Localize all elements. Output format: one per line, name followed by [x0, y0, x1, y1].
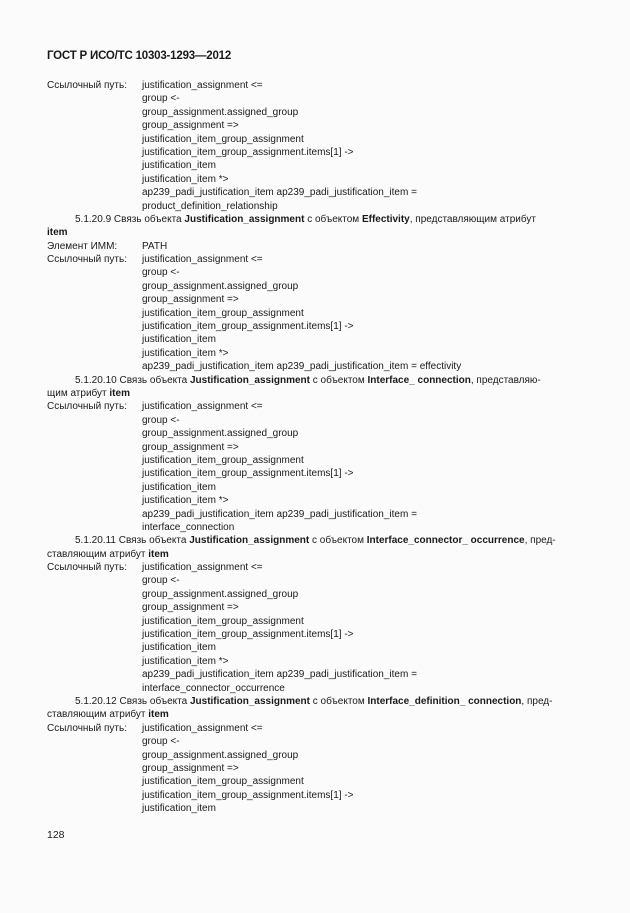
path-text: group_assignment =>: [142, 120, 239, 132]
path-text: interface_connection: [142, 521, 235, 533]
path-text: group_assignment.assigned_group: [142, 588, 299, 600]
path-line: [0, 802, 630, 815]
path-line: [0, 360, 630, 373]
path-line: [0, 159, 630, 172]
path-line: [0, 762, 630, 775]
text-run: с объектом: [310, 374, 368, 386]
path-text: group_assignment =>: [142, 294, 239, 306]
clause-heading: [0, 534, 630, 547]
bold-term: item: [109, 387, 130, 399]
text-run: ставляющим атрибут: [47, 548, 149, 560]
path-line: [0, 266, 630, 279]
bold-term: item: [148, 548, 169, 560]
path-text: justification_item_group_assignment: [142, 776, 304, 788]
path-text: ap239_padi_justification_item ap239_padi_justification_item =: [142, 187, 417, 199]
path-line: [0, 508, 630, 521]
field-label: Ссылочный путь:: [47, 254, 127, 266]
labeled-line: [0, 400, 630, 413]
path-line: [0, 641, 630, 654]
path-text: justification_item_group_assignment.items[1] ->: [142, 629, 354, 641]
path-text: justification_item_group_assignment.items[1] ->: [142, 321, 354, 333]
path-text: group_assignment.assigned_group: [142, 428, 299, 440]
path-text: justification_item *>: [142, 173, 229, 185]
clause-text: [75, 695, 552, 708]
path-line: [0, 133, 630, 146]
clause-text: [75, 534, 556, 547]
path-line: [0, 615, 630, 628]
path-text: justification_item_group_assignment: [142, 307, 304, 319]
field-label: Ссылочный путь:: [47, 80, 127, 91]
path-text: justification_item *>: [142, 495, 229, 507]
path-line: [0, 280, 630, 293]
path-line: [0, 307, 630, 320]
path-text: justification_assignment <=: [142, 254, 263, 266]
path-line: [0, 119, 630, 132]
path-text: justification_item_group_assignment: [142, 454, 304, 466]
path-line: [0, 628, 630, 641]
text-run: ставляющим атрибут: [47, 709, 149, 721]
clause-text: [75, 374, 541, 387]
bold-term: item: [47, 227, 68, 239]
path-line: [0, 775, 630, 788]
clause-continuation: [0, 548, 630, 561]
labeled-line: [0, 253, 630, 266]
text-run: 5.1.20.11 Связь объекта: [75, 535, 190, 547]
clause-continuation: [0, 708, 630, 721]
path-text: ap239_padi_justification_item ap239_padi_justification_item =: [142, 669, 417, 681]
bold-term: Interface_connector_ occurrence: [366, 535, 525, 547]
path-text: justification_item: [142, 334, 216, 346]
text-run: 5.1.20.9 Связь объекта: [75, 213, 185, 225]
path-line: [0, 789, 630, 802]
text-run: с объектом: [309, 535, 367, 547]
path-text: group_assignment.assigned_group: [142, 106, 299, 118]
path-text: group_assignment =>: [142, 762, 239, 774]
path-line: [0, 173, 630, 186]
field-label: Элемент ИММ:: [47, 240, 118, 252]
text-run: с объектом: [304, 213, 362, 225]
path-text: group_assignment.assigned_group: [142, 749, 299, 761]
path-line: [0, 749, 630, 762]
path-text: justification_assignment <=: [142, 722, 263, 734]
path-text: justification_assignment <=: [142, 80, 263, 91]
clause-text: [47, 387, 130, 400]
path-text: ap239_padi_justification_item ap239_padi_justification_item = effectivity: [142, 361, 462, 373]
clause-heading: [0, 695, 630, 708]
labeled-line: [0, 79, 630, 92]
path-line: [0, 481, 630, 494]
path-text: justification_item: [142, 160, 216, 172]
path-line: [0, 146, 630, 159]
page-header: ГОСТ Р ИСО/ТС 10303-1293—2012: [47, 50, 232, 62]
path-line: [0, 200, 630, 213]
path-text: justification_item *>: [142, 655, 229, 667]
clause-text: [47, 548, 169, 561]
path-line: [0, 521, 630, 534]
path-text: group_assignment.assigned_group: [142, 280, 299, 292]
path-line: [0, 494, 630, 507]
bold-term: Justification_assignment: [189, 535, 310, 547]
path-text: justification_item_group_assignment: [142, 133, 304, 145]
bold-term: Interface_ connection: [367, 374, 471, 386]
path-line: [0, 293, 630, 306]
path-line: [0, 668, 630, 681]
path-line: [0, 320, 630, 333]
page-number: 128: [47, 829, 65, 841]
path-text: group <-: [142, 267, 180, 279]
path-text: product_definition_relationship: [142, 200, 278, 212]
path-line: [0, 735, 630, 748]
path-line: [0, 655, 630, 668]
labeled-line: [0, 240, 630, 253]
labeled-line: [0, 561, 630, 574]
path-text: justification_item: [142, 803, 216, 815]
labeled-line: [0, 722, 630, 735]
path-line: [0, 588, 630, 601]
text-run: , пред-: [524, 535, 556, 547]
bold-term: item: [148, 709, 169, 721]
text-run: 5.1.20.10 Связь объекта: [75, 374, 190, 386]
path-line: [0, 574, 630, 587]
path-text: group_assignment =>: [142, 602, 239, 614]
path-text: justification_item_group_assignment.items[1] ->: [142, 146, 354, 158]
text-run: , пред-: [521, 695, 553, 707]
path-text: justification_assignment <=: [142, 562, 263, 574]
path-text: justification_item_group_assignment: [142, 615, 304, 627]
text-run: с объектом: [310, 695, 368, 707]
clause-text: [75, 213, 536, 226]
path-line: [0, 106, 630, 119]
text-run: , представляющим атрибут: [409, 213, 536, 225]
bold-term: Justification_assignment: [184, 213, 305, 225]
text-run: щим атрибут: [47, 387, 110, 399]
clause-text: [47, 226, 68, 239]
clause-text: [47, 708, 169, 721]
path-line: [0, 427, 630, 440]
clause-continuation: [0, 387, 630, 400]
field-label: Ссылочный путь:: [47, 401, 127, 413]
path-line: [0, 414, 630, 427]
path-text: interface_connector_occurrence: [142, 682, 285, 694]
field-label: Ссылочный путь:: [47, 722, 127, 734]
path-text: justification_item_group_assignment.items[1] ->: [142, 789, 354, 801]
text-run: , представляю-: [470, 374, 541, 386]
bold-term: Interface_definition_ connection: [367, 695, 522, 707]
bold-term: Justification_assignment: [189, 695, 310, 707]
path-line: [0, 441, 630, 454]
path-text: group_assignment =>: [142, 441, 239, 453]
clause-continuation: [0, 226, 630, 239]
path-text: ap239_padi_justification_item ap239_padi_justification_item =: [142, 508, 417, 520]
clause-heading: [0, 374, 630, 387]
path-line: [0, 347, 630, 360]
path-line: [0, 454, 630, 467]
path-line: [0, 92, 630, 105]
bold-term: Effectivity: [361, 213, 410, 225]
path-text: justification_item: [142, 481, 216, 493]
field-label: Ссылочный путь:: [47, 562, 127, 574]
text-run: 5.1.20.12 Связь объекта: [75, 695, 190, 707]
path-text: justification_item: [142, 642, 216, 654]
path-line: [0, 467, 630, 480]
path-text: group <-: [142, 736, 180, 748]
path-line: [0, 682, 630, 695]
bold-term: Justification_assignment: [189, 374, 310, 386]
path-text: group <-: [142, 575, 180, 587]
path-line: [0, 186, 630, 199]
path-text: justification_item_group_assignment.items[1] ->: [142, 468, 354, 480]
path-line: [0, 601, 630, 614]
document-body: [0, 79, 630, 815]
path-text: group <-: [142, 93, 180, 105]
clause-heading: [0, 213, 630, 226]
path-line: [0, 333, 630, 346]
path-text: PATH: [142, 240, 168, 252]
path-text: justification_item *>: [142, 347, 229, 359]
path-text: justification_assignment <=: [142, 401, 263, 413]
path-text: group <-: [142, 414, 180, 426]
